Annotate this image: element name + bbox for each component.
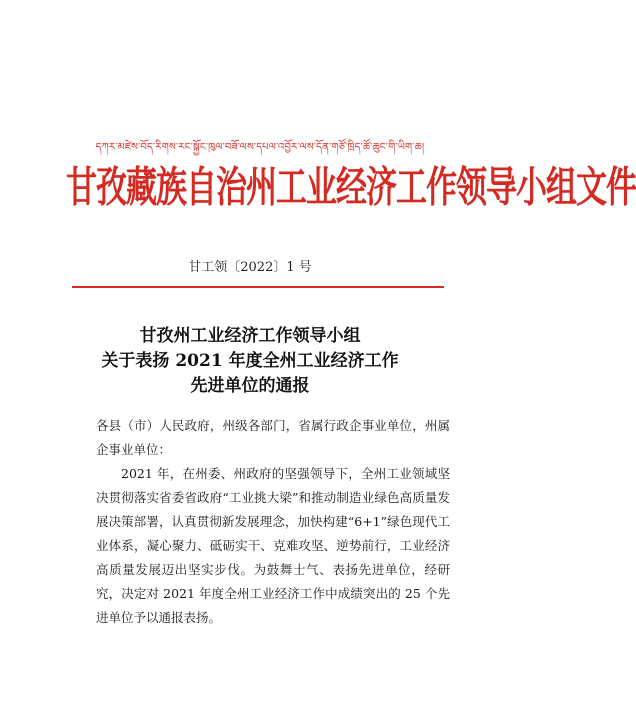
tibetan-header-line: དཀར་མཛེས་བོད་རིགས་རང་སྐྱོང་ཁུལ་བཟོ་ལས་དཔལ་འབྱོར་ལས་དོན་གཙོ་ཁྲིད་ཚོ་ཆུང་གི་ཡིག་ཆ།	[95, 142, 425, 153]
body-paragraph-1: 2021 年，在州委、州政府的坚强领导下，全州工业领域坚决贯彻落实省委省政府“工业挑大梁”和推动制造业绿色高质量发展决策部署，认真贯彻新发展理念，加快构建“6+1”绿色现代工业体系，凝心聚力、砥砺实干、克难攻坚、逆势前行，工业经济高质量发展迈出坚实步伐。为鼓舞士气、表扬先进单位，经研究，决定对 2021 年度全州工业经济工作中成绩突出的 25 个先进单位予以通报表扬。	[96, 466, 450, 625]
notice-title-line-3: 先进单位的通报	[190, 376, 310, 396]
red-divider-line	[72, 286, 444, 288]
red-header-title: 甘孜藏族自治州工业经济工作领导小组文件	[66, 163, 636, 213]
document-number: 甘工领〔2022〕1 号	[188, 260, 312, 275]
notice-title-line-2: 关于表扬 2021 年度全州工业经济工作	[101, 351, 399, 371]
notice-body	[96, 414, 450, 630]
salutation: 各县（市）人民政府，州级各部门，省属行政企事业单位，州属企事业单位：	[96, 418, 450, 457]
notice-title-line-1: 甘孜州工业经济工作领导小组	[139, 326, 361, 346]
notice-title	[0, 324, 500, 399]
